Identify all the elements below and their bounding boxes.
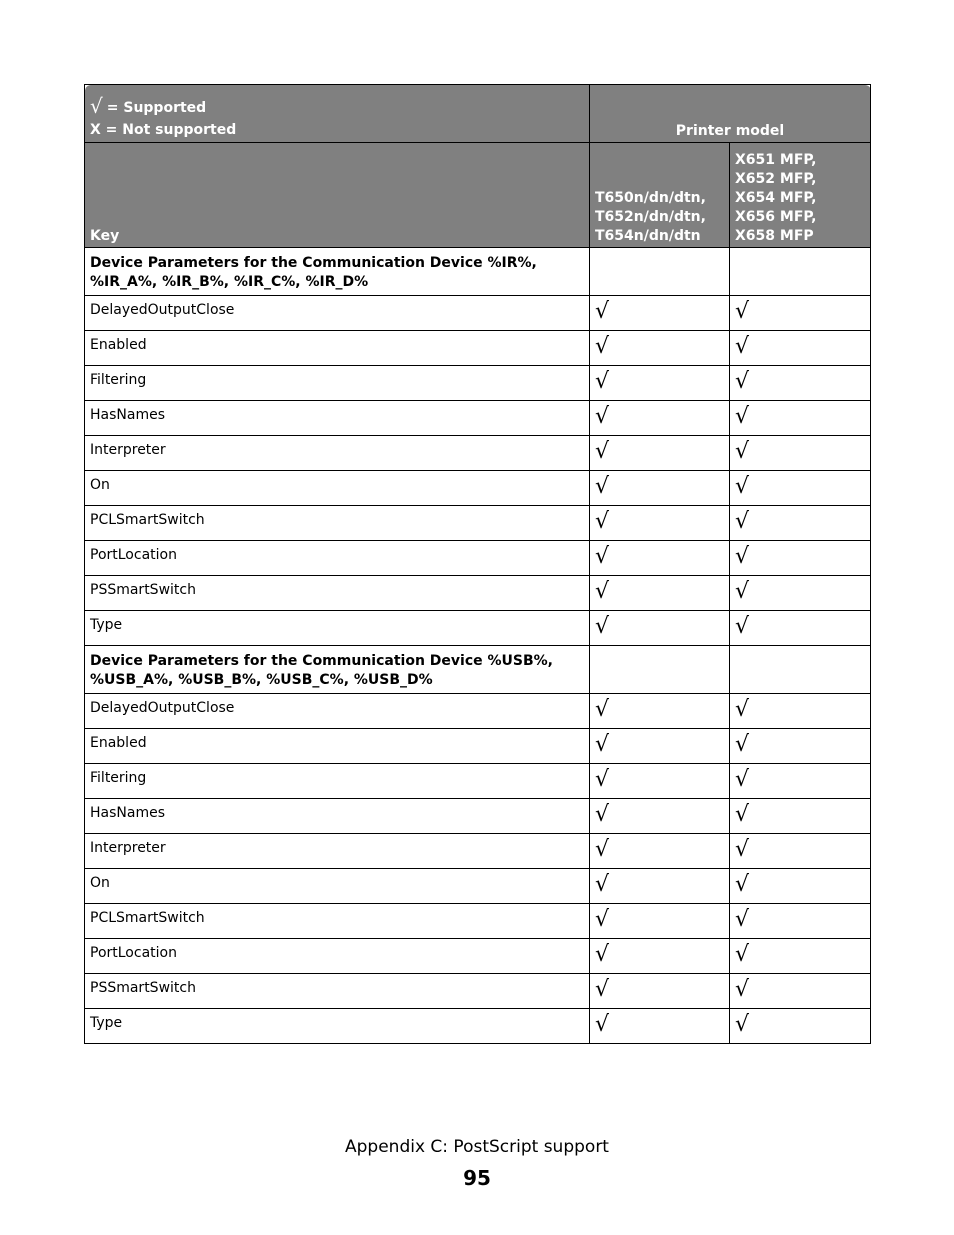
- table-row: [85, 541, 871, 576]
- empty-cell: [730, 646, 871, 694]
- parameter-name: HasNames: [85, 799, 590, 834]
- support-cell-t: [590, 611, 730, 646]
- parameter-name: Interpreter: [85, 436, 590, 471]
- parameter-name: DelayedOutputClose: [85, 296, 590, 331]
- parameter-name: PSSmartSwitch: [85, 576, 590, 611]
- table-row: [85, 834, 871, 869]
- checkmark-icon: √: [735, 977, 750, 1002]
- printer-support-table: [84, 84, 871, 1044]
- parameter-name: PCLSmartSwitch: [85, 904, 590, 939]
- support-cell-x: [730, 1009, 871, 1044]
- checkmark-icon: √: [595, 837, 610, 862]
- support-cell-x: [730, 764, 871, 799]
- parameter-name: Filtering: [85, 764, 590, 799]
- table-row: [85, 904, 871, 939]
- empty-cell: [730, 248, 871, 296]
- model-header-row: [85, 143, 871, 248]
- parameter-name: Enabled: [85, 729, 590, 764]
- parameter-name: On: [85, 471, 590, 506]
- checkmark-icon: √: [735, 614, 750, 639]
- support-cell-t: [590, 436, 730, 471]
- printer-model-header: Printer model: [590, 85, 871, 143]
- support-cell-t: [590, 471, 730, 506]
- checkmark-icon: √: [595, 474, 610, 499]
- support-cell-t: [590, 331, 730, 366]
- model-t-line: T652n/dn/dtn,: [595, 209, 706, 225]
- support-cell-t: [590, 869, 730, 904]
- section-title: Device Parameters for the Communication Device %IR%, %IR_A%, %IR_B%, %IR_C%, %IR_D%: [85, 248, 590, 296]
- model-x-line: X652 MFP,: [735, 171, 817, 187]
- support-cell-x: [730, 729, 871, 764]
- table-row: [85, 576, 871, 611]
- checkmark-icon: √: [735, 907, 750, 932]
- checkmark-icon: √: [735, 334, 750, 359]
- support-cell-x: [730, 471, 871, 506]
- checkmark-icon: √: [735, 802, 750, 827]
- table-row: [85, 436, 871, 471]
- section-title: Device Parameters for the Communication Device %USB%, %USB_A%, %USB_B%, %USB_C%, %USB_D%: [85, 646, 590, 694]
- legend-not-supported: X = Not supported: [90, 122, 237, 138]
- support-cell-t: [590, 366, 730, 401]
- support-cell-t: [590, 974, 730, 1009]
- checkmark-icon: √: [595, 369, 610, 394]
- model-t-line: T650n/dn/dtn,: [595, 190, 706, 206]
- support-cell-x: [730, 611, 871, 646]
- checkmark-icon: √: [595, 977, 610, 1002]
- model-x-header: [730, 143, 871, 248]
- support-cell-x: [730, 576, 871, 611]
- table-row: [85, 611, 871, 646]
- footer-title: Appendix C: PostScript support: [345, 1137, 609, 1157]
- table-row: [85, 939, 871, 974]
- table-row: [85, 331, 871, 366]
- support-cell-t: [590, 834, 730, 869]
- support-cell-x: [730, 331, 871, 366]
- checkmark-icon: √: [735, 579, 750, 604]
- checkmark-icon: √: [735, 439, 750, 464]
- support-cell-t: [590, 401, 730, 436]
- table-row: [85, 506, 871, 541]
- checkmark-icon: √: [595, 579, 610, 604]
- parameter-name: DelayedOutputClose: [85, 694, 590, 729]
- checkmark-icon: √: [735, 942, 750, 967]
- checkmark-icon: √: [735, 404, 750, 429]
- checkmark-icon: √: [595, 767, 610, 792]
- model-x-line: X658 MFP: [735, 228, 814, 244]
- parameter-name: PSSmartSwitch: [85, 974, 590, 1009]
- support-cell-t: [590, 904, 730, 939]
- parameter-name: PortLocation: [85, 541, 590, 576]
- checkmark-icon: √: [735, 369, 750, 394]
- support-cell-x: [730, 401, 871, 436]
- support-cell-x: [730, 869, 871, 904]
- model-t-header: [590, 143, 730, 248]
- table-row: [85, 799, 871, 834]
- support-cell-x: [730, 436, 871, 471]
- parameter-name: On: [85, 869, 590, 904]
- parameter-name: PortLocation: [85, 939, 590, 974]
- checkmark-icon: √: [595, 509, 610, 534]
- checkmark-icon: √: [735, 837, 750, 862]
- legend-header-row: [85, 85, 871, 143]
- checkmark-icon: √: [595, 942, 610, 967]
- table-row: [85, 974, 871, 1009]
- checkmark-icon: √: [735, 299, 750, 324]
- checkmark-icon: √: [595, 439, 610, 464]
- support-cell-t: [590, 694, 730, 729]
- support-cell-x: [730, 694, 871, 729]
- support-cell-t: [590, 764, 730, 799]
- support-cell-t: [590, 506, 730, 541]
- support-cell-x: [730, 296, 871, 331]
- checkmark-icon: √: [595, 299, 610, 324]
- support-cell-t: [590, 1009, 730, 1044]
- checkmark-icon: √: [735, 1012, 750, 1037]
- parameter-name: Type: [85, 611, 590, 646]
- checkmark-icon: √: [595, 614, 610, 639]
- parameter-name: Filtering: [85, 366, 590, 401]
- table-row: [85, 764, 871, 799]
- section-header-row: [85, 248, 871, 296]
- checkmark-icon: √: [595, 334, 610, 359]
- checkmark-icon: √: [595, 404, 610, 429]
- parameter-name: Enabled: [85, 331, 590, 366]
- support-cell-t: [590, 541, 730, 576]
- model-x-line: X654 MFP,: [735, 190, 817, 206]
- model-x-line: X656 MFP,: [735, 209, 817, 225]
- parameter-name: Interpreter: [85, 834, 590, 869]
- checkmark-icon: √: [595, 544, 610, 569]
- table-row: [85, 729, 871, 764]
- legend-cell: [85, 85, 590, 143]
- model-x-line: X651 MFP,: [735, 152, 817, 168]
- legend-supported-label: = Supported: [106, 100, 207, 116]
- support-cell-x: [730, 904, 871, 939]
- support-cell-t: [590, 939, 730, 974]
- checkmark-icon: √: [595, 697, 610, 722]
- checkmark-icon: √: [735, 697, 750, 722]
- checkmark-icon: √: [735, 474, 750, 499]
- support-cell-t: [590, 799, 730, 834]
- legend-supported: [90, 95, 584, 119]
- checkmark-icon: √: [90, 94, 103, 118]
- checkmark-icon: √: [735, 732, 750, 757]
- checkmark-icon: √: [595, 802, 610, 827]
- support-cell-x: [730, 799, 871, 834]
- support-cell-x: [730, 506, 871, 541]
- table-row: [85, 366, 871, 401]
- checkmark-icon: √: [595, 1012, 610, 1037]
- support-cell-x: [730, 974, 871, 1009]
- table-row: [85, 694, 871, 729]
- support-cell-t: [590, 296, 730, 331]
- table-row: [85, 471, 871, 506]
- table-row: [85, 401, 871, 436]
- checkmark-icon: √: [735, 544, 750, 569]
- support-cell-x: [730, 366, 871, 401]
- support-cell-x: [730, 939, 871, 974]
- model-t-line: T654n/dn/dtn: [595, 228, 701, 244]
- checkmark-icon: √: [595, 907, 610, 932]
- checkmark-icon: √: [735, 767, 750, 792]
- parameter-name: Type: [85, 1009, 590, 1044]
- support-cell-x: [730, 834, 871, 869]
- key-header: Key: [85, 143, 590, 248]
- support-cell-t: [590, 576, 730, 611]
- table-row: [85, 869, 871, 904]
- checkmark-icon: √: [735, 509, 750, 534]
- empty-cell: [590, 646, 730, 694]
- table-row: [85, 1009, 871, 1044]
- section-header-row: [85, 646, 871, 694]
- page-number: 95: [463, 1166, 491, 1190]
- support-cell-t: [590, 729, 730, 764]
- parameter-name: HasNames: [85, 401, 590, 436]
- support-cell-x: [730, 541, 871, 576]
- checkmark-icon: √: [595, 872, 610, 897]
- checkmark-icon: √: [595, 732, 610, 757]
- checkmark-icon: √: [735, 872, 750, 897]
- parameter-name: PCLSmartSwitch: [85, 506, 590, 541]
- table-row: [85, 296, 871, 331]
- empty-cell: [590, 248, 730, 296]
